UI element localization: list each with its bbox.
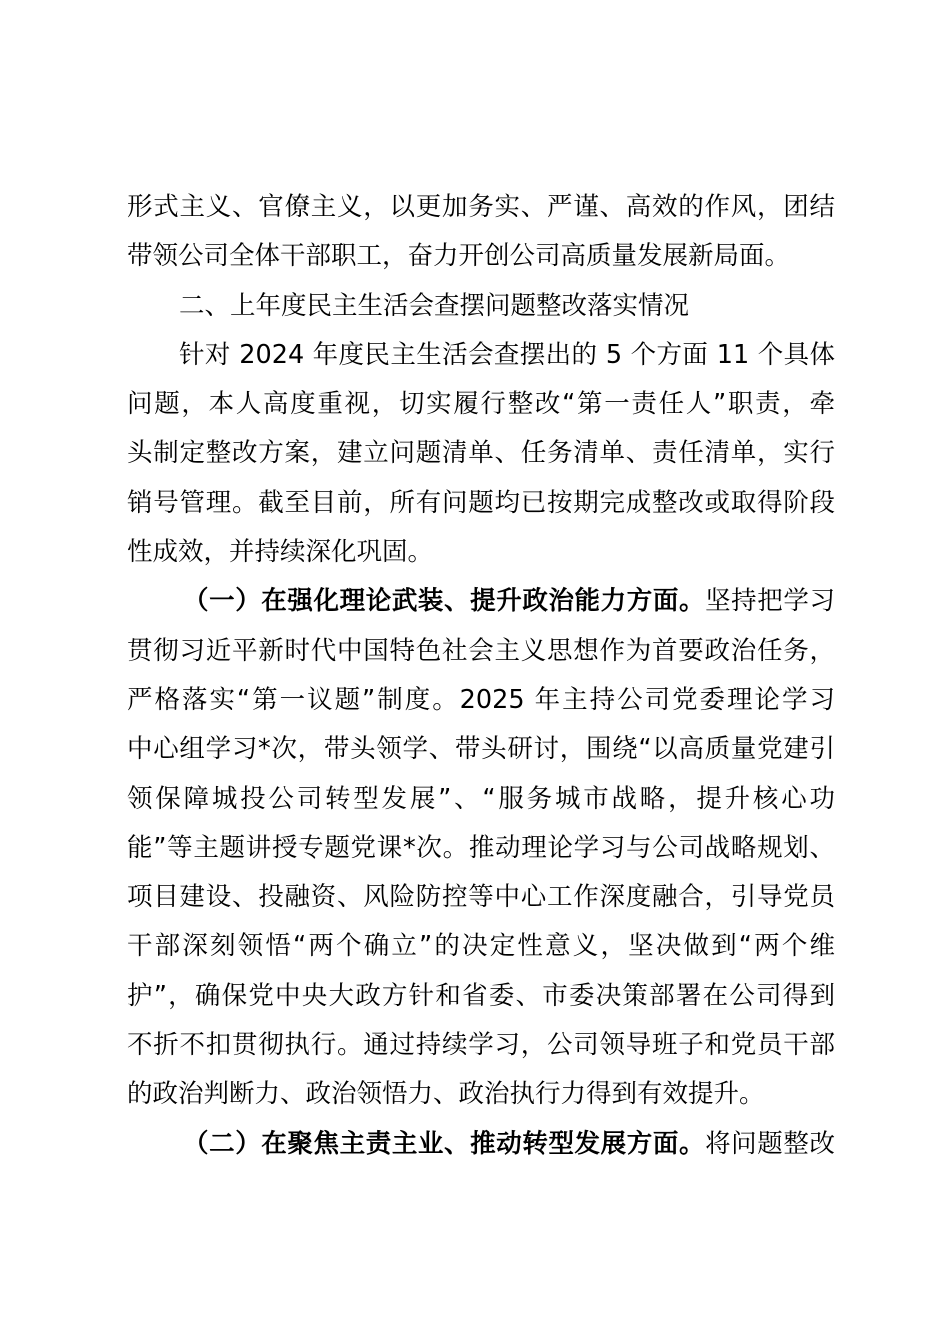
paragraph-line: 不折不扣贯彻执行。通过持续学习，公司领导班子和党员干部 [127, 1030, 835, 1061]
subsection-2-lead: 将问题整改 [705, 1128, 835, 1159]
subsection-2-heading: （二）在聚焦主责主业、推动转型发展方面。 [183, 1128, 706, 1159]
paragraph-line: 能”等主题讲授专题党课*次。推动理论学习与公司战略规划、 [127, 832, 835, 863]
paragraph-line: 中心组学习*次，带头领学、带头研讨，围绕“以高质量党建引 [127, 734, 835, 765]
paragraph-line: 项目建设、投融资、风险防控等中心工作深度融合，引导党员 [127, 882, 835, 913]
paragraph-line: 针对 2024 年度民主生活会查摆出的 5 个方面 11 个具体 [179, 339, 835, 370]
paragraph-line: 的政治判断力、政治领悟力、政治执行力得到有效提升。 [127, 1079, 765, 1110]
paragraph-line: 贯彻习近平新时代中国特色社会主义思想作为首要政治任务， [127, 635, 835, 666]
paragraph-line: 销号管理。截至目前，所有问题均已按期完成整改或取得阶段 [127, 487, 835, 518]
paragraph-line: 性成效，并持续深化巩固。 [127, 537, 434, 568]
paragraph-line: 严格落实“第一议题”制度。2025 年主持公司党委理论学习 [127, 684, 835, 715]
paragraph-line: 护”，确保党中央大政方针和省委、市委决策部署在公司得到 [127, 980, 835, 1011]
paragraph-line: 领保障城投公司转型发展”、“服务城市战略，提升核心功 [127, 783, 835, 814]
document-page [127, 183, 835, 1169]
subsection-2-line [127, 1120, 835, 1169]
subsection-1-heading: （一）在强化理论武装、提升政治能力方面。 [183, 586, 706, 617]
paragraph-line: 干部深刻领悟“两个确立”的决定性意义，坚决做到“两个维 [127, 931, 835, 962]
subsection-1-lead: 坚持把学习 [705, 586, 835, 617]
paragraph-line: 问题，本人高度重视，切实履行整改“第一责任人”职责，牵 [127, 389, 835, 420]
subsection-1-line [127, 577, 835, 626]
section-heading: 二、上年度民主生活会查摆问题整改落实情况 [179, 290, 690, 321]
paragraph-line: 带领公司全体干部职工，奋力开创公司高质量发展新局面。 [127, 241, 791, 272]
paragraph-line: 形式主义、官僚主义，以更加务实、严谨、高效的作风，团结 [127, 192, 835, 222]
paragraph-line: 头制定整改方案，建立问题清单、任务清单、责任清单，实行 [127, 438, 835, 469]
